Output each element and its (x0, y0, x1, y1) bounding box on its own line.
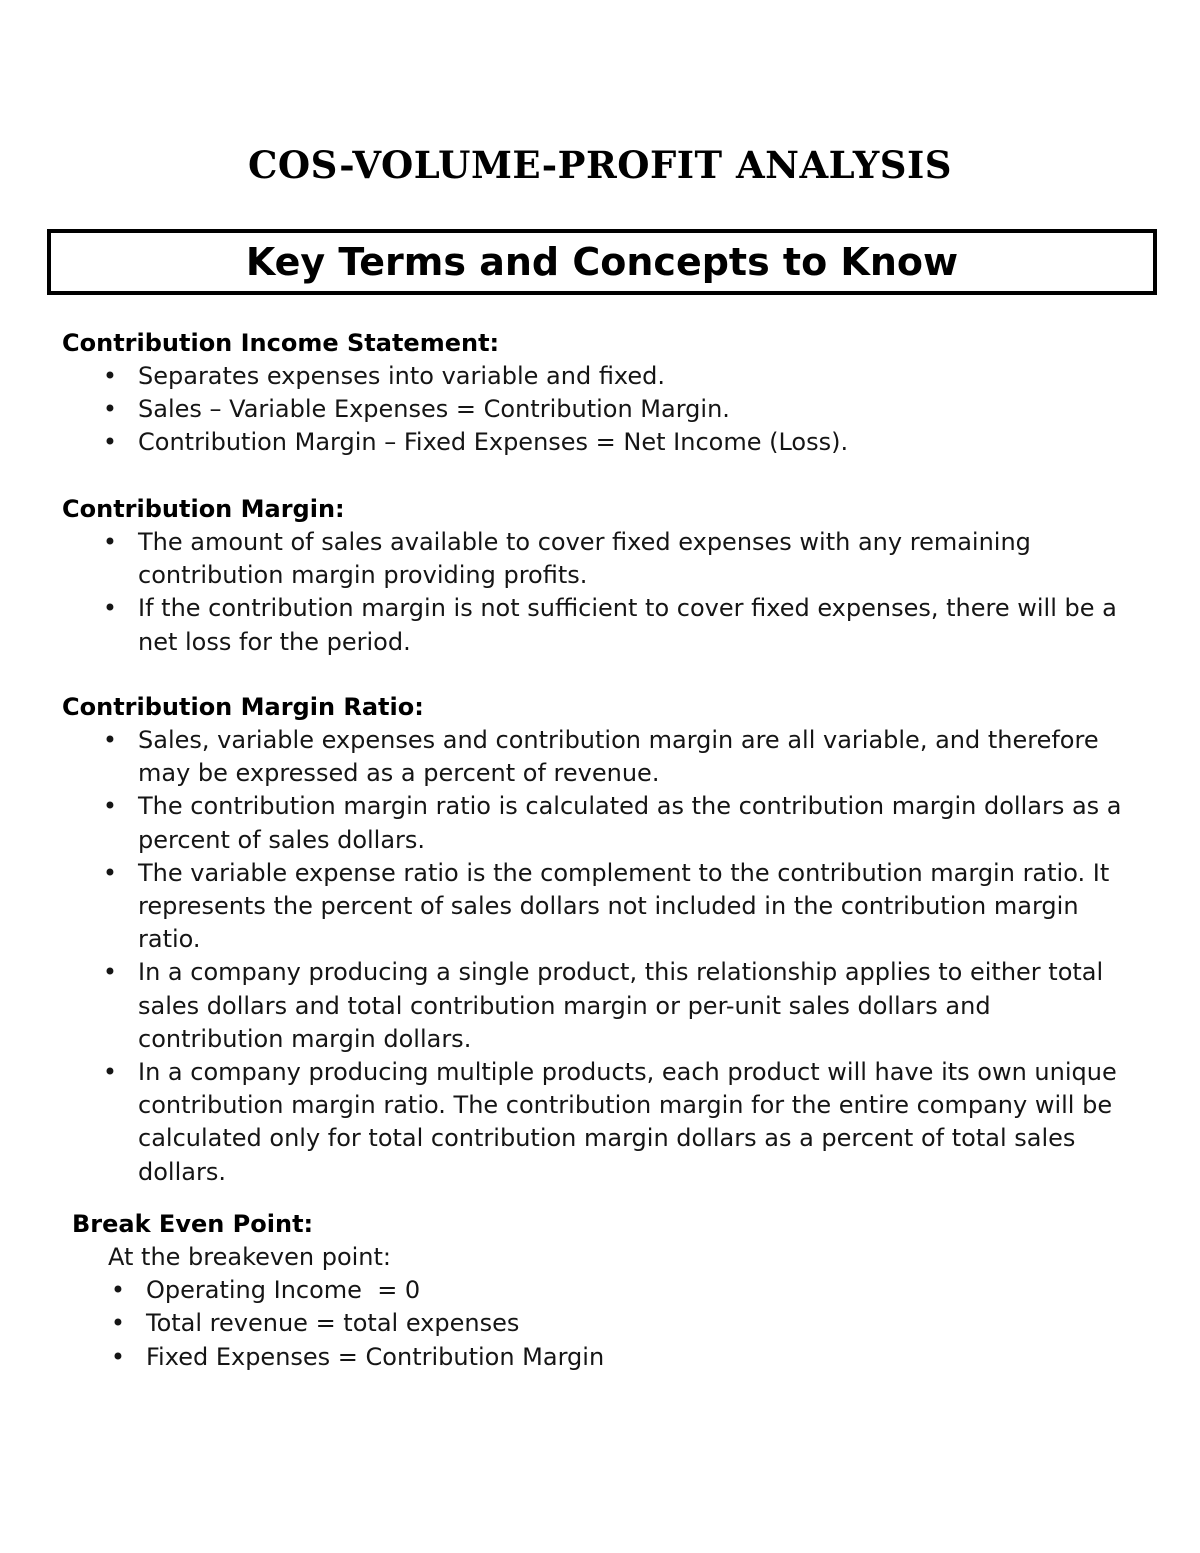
section-break-even-point (72, 1208, 1152, 1374)
list-item-text: Operating Income = 0 (146, 1276, 421, 1305)
banner-heading: Key Terms and Concepts to Know (245, 240, 959, 284)
bullet-icon: • (102, 395, 118, 424)
list-item-text: Sales, variable expenses and contribution margin are all variable, and therefore may be expressed as a percent of revenue. (138, 726, 1099, 788)
list-item-text: Fixed Expenses = Contribution Margin (146, 1342, 605, 1371)
bullet-icon: • (102, 1058, 118, 1087)
bullet-icon: • (102, 362, 118, 390)
list-item-text: Total revenue = total expenses (146, 1309, 520, 1338)
section-contribution-margin-ratio (62, 691, 1142, 1189)
list-item-text: Contribution Margin – Fixed Expenses = Net Income (Loss). (138, 428, 849, 457)
list-item-text: Separates expenses into variable and fixed. (138, 362, 666, 390)
bullet-list (62, 724, 1142, 1189)
list-item (62, 592, 1142, 658)
list-item (62, 360, 1142, 393)
list-item-text: The contribution margin ratio is calculated as the contribution margin dollars as a percent of sales dollars. (138, 792, 1122, 854)
section-heading: Break Even Point: (72, 1210, 314, 1238)
bullet-list (72, 1274, 1152, 1374)
list-item-text: In a company producing a single product, this relationship applies to either total sales dollars and total contribution margin or per-unit sales dollars and contribution margin dollars. (138, 958, 1104, 1053)
list-item (62, 393, 1142, 426)
list-item (62, 1056, 1142, 1189)
section-heading: Contribution Margin: (62, 495, 345, 523)
bullet-icon: • (102, 428, 118, 457)
bullet-icon: • (110, 1309, 126, 1338)
bullet-list (62, 360, 1142, 460)
bullet-icon: • (110, 1342, 126, 1371)
bullet-list (62, 526, 1142, 659)
list-item (62, 956, 1142, 1056)
bullet-icon: • (102, 958, 118, 987)
section-contribution-income-statement (62, 327, 1142, 460)
list-item (62, 724, 1142, 790)
bullet-icon: • (102, 594, 118, 623)
list-item (62, 790, 1142, 856)
list-item (62, 526, 1142, 592)
bullet-icon: • (102, 792, 118, 821)
list-item (62, 426, 1142, 459)
bullet-icon: • (102, 858, 118, 887)
list-item-text: The amount of sales available to cover fixed expenses with any remaining contribution margin providing profits. (138, 528, 1031, 590)
key-terms-banner (47, 229, 1157, 295)
list-item-text: If the contribution margin is not sufficient to cover fixed expenses, there will be a net loss for the period. (138, 594, 1117, 656)
list-item (72, 1307, 1152, 1340)
list-item (62, 857, 1142, 957)
bullet-icon: • (110, 1276, 126, 1305)
list-item (72, 1274, 1152, 1307)
document-title: COS-VOLUME-PROFIT ANALYSIS (247, 143, 952, 187)
bullet-icon: • (102, 726, 118, 754)
list-item-text: In a company producing multiple products, each product will have its own unique contribution margin ratio. The contribution margin for the entire company will be calculated only for total contribution margin dollars as a percent of total sales dollars. (138, 1058, 1117, 1186)
section-intro: At the breakeven point: (108, 1243, 392, 1271)
list-item-text: Sales – Variable Expenses = Contribution Margin. (138, 395, 730, 424)
section-heading: Contribution Margin Ratio: (62, 693, 424, 721)
list-item-text: The variable expense ratio is the complement to the contribution margin ratio. It represents the percent of sales dollars not included in the contribution margin ratio. (138, 858, 1110, 954)
section-heading: Contribution Income Statement: (62, 329, 500, 357)
section-contribution-margin (62, 493, 1142, 659)
list-item (72, 1341, 1152, 1374)
bullet-icon: • (102, 528, 118, 556)
